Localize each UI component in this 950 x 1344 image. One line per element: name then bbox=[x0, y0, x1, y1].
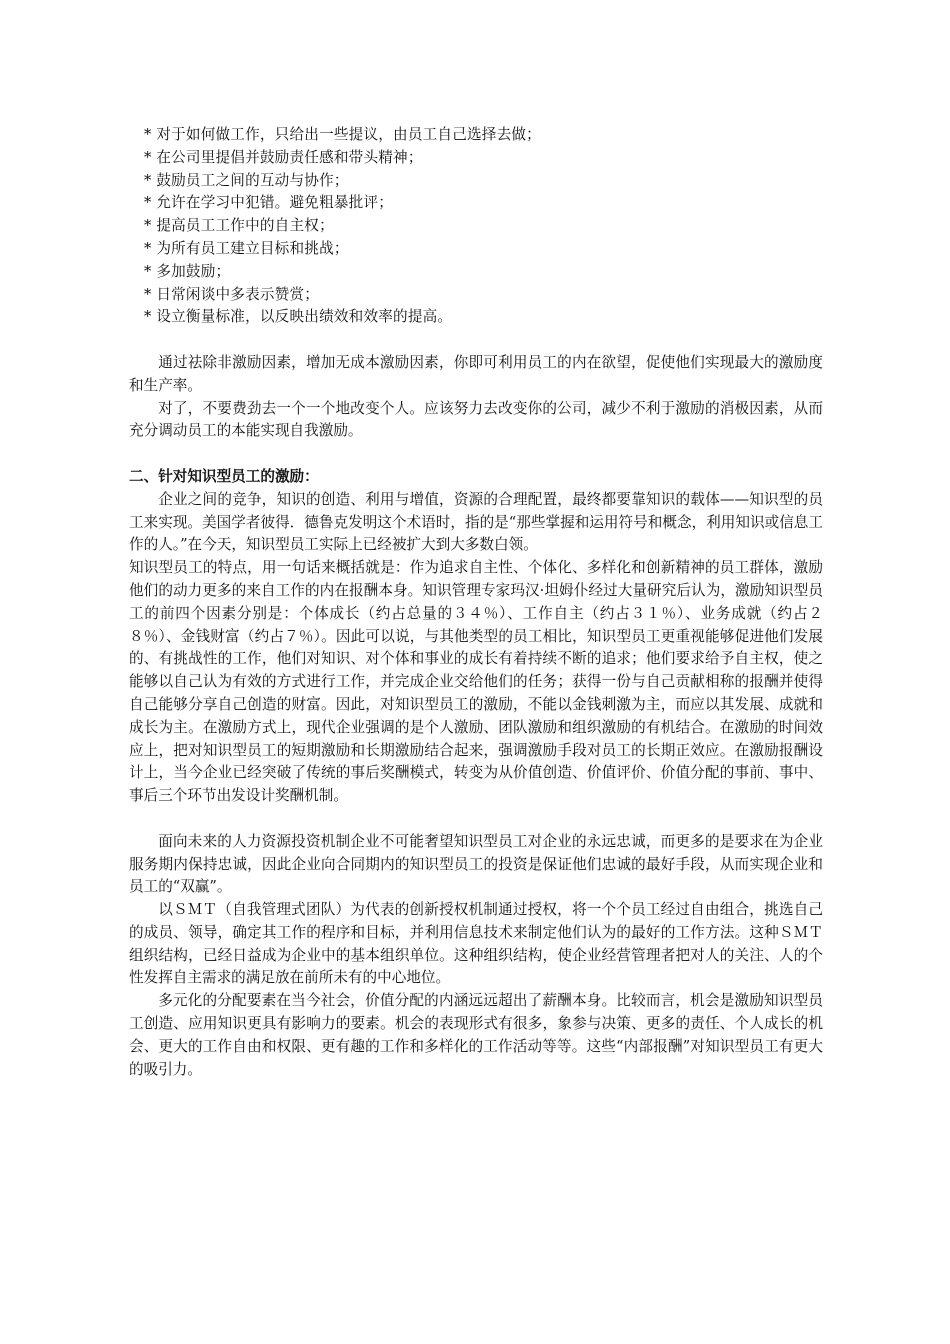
blank-line bbox=[129, 329, 823, 352]
bullet-list bbox=[129, 124, 823, 329]
bullet-item: * 允许在学习中犯错。避免粗暴批评； bbox=[144, 194, 394, 212]
section-paragraph: 企业之间的竞争，知识的创造、利用与增值，资源的合理配置，最终都要靠知识的载体——知识型的员工来实现。美国学者彼得．德鲁克发明这个术语时，指的是“那些掌握和运用符号和概念，利用知识或信息工作的人。”在今天，知识型员工实际上已经被扩大到大多数白领。 bbox=[129, 490, 823, 554]
bullet-item: * 为所有员工建立目标和挑战； bbox=[144, 239, 349, 257]
intro-paragraph: 对了，不要费劲去一个一个地改变个人。应该努力去改变你的公司，减少不利于激励的消极因素，从而充分调动员工的本能实现自我激励。 bbox=[129, 399, 823, 440]
blank-line bbox=[129, 443, 823, 466]
bullet-item: * 多加鼓励； bbox=[144, 262, 231, 280]
section-paragraph: 知识型员工的特点，用一句话来概括就是：作为追求自主性、个体化、多样化和创新精神的员工群体，激励他们的动力更多的来自工作的内在报酬本身。知识管理专家玛汉·坦姆仆经过大量研究后认为，激励知识型员工的前四个因素分别是：个体成长（约占总量的３４％）、工作自主（约占３１％）、业务成就（约占２８％）、金钱财富（约占７％）。因此可以说，与其他类型的员工相比，知识型员工更重视能够促进他们发展的、有挑战性的工作，他们对知识、对个体和事业的成长有着持续不断的追求；他们要求给予自主权，使之能够以自己认为有效的方式进行工作，并完成企业交给他们的任务；获得一份与自己贡献相称的报酬并使得自己能够分享自己创造的财富。因此，对知识型员工的激励，不能以金钱刺激为主，而应以其发展、成就和成长为主。在激励方式上，现代企业强调的是个人激励、团队激励和组织激励的有机结合。在激励的时间效应上，把对知识型员工的短期激励和长期激励结合起来，强调激励手段对员工的长期正效应。在激励报酬设计上，当今企业已经突破了传统的事后奖酬模式，转变为从价值创造、价值评价、价值分配的事前、事中、事后三个环节出发设计奖酬机制。 bbox=[129, 559, 823, 805]
bullet-item: * 日常闲谈中多表示赞赏； bbox=[144, 285, 320, 303]
bullet-item: * 鼓励员工之间的互动与协作； bbox=[144, 171, 349, 189]
intro-paragraph: 通过祛除非激励因素，增加无成本激励因素，你即可利用员工的内在欲望，促使他们实现最大的激励度和生产率。 bbox=[129, 353, 823, 394]
closing-paragraph: 面向未来的人力资源投资机制企业不可能奢望知识型员工对企业的永远忠诚，而更多的是要求在为企业服务期内保持忠诚，因此企业向合同期内的知识型员工的投资是保证他们忠诚的最好手段，从而实现企业和员工的“双赢”。 bbox=[129, 832, 823, 896]
bullet-item: * 设立衡量标准，以反映出绩效和效率的提高。 bbox=[144, 308, 453, 326]
bullet-item: * 提高员工工作中的自主权； bbox=[144, 217, 334, 235]
blank-line bbox=[129, 808, 823, 831]
bullet-item: * 对于如何做工作，只给出一些提议，由员工自己选择去做； bbox=[144, 126, 541, 143]
section-heading: 二、针对知识型员工的激励： bbox=[129, 467, 319, 485]
closing-paragraph: 多元化的分配要素在当今社会，价值分配的内涵远远超出了薪酬本身。比较而言，机会是激励知识型员工创造、应用知识更具有影响力的要素。机会的表现形式有很多，象参与决策、更多的责任、个人成长的机会、更大的工作自由和权限、更有趣的工作和多样化的工作活动等等。这些“内部报酬”对知识型员工有更大的吸引力。 bbox=[129, 992, 823, 1078]
closing-paragraph: 以ＳＭＴ（自我管理式团队）为代表的创新授权机制通过授权，将一个个员工经过自由组合，挑选自己的成员、领导，确定其工作的程序和目标，并利用信息技术来制定他们认为的最好的工作方法。这种ＳＭＴ组织结构，已经日益成为企业中的基本组织单位。这种组织结构，使企业经营管理者把对人的关注、人的个性发挥自主需求的满足放在前所未有的中心地位。 bbox=[129, 901, 823, 987]
bullet-item: * 在公司里提倡并鼓励责任感和带头精神； bbox=[144, 148, 423, 166]
document-body bbox=[129, 124, 823, 1081]
